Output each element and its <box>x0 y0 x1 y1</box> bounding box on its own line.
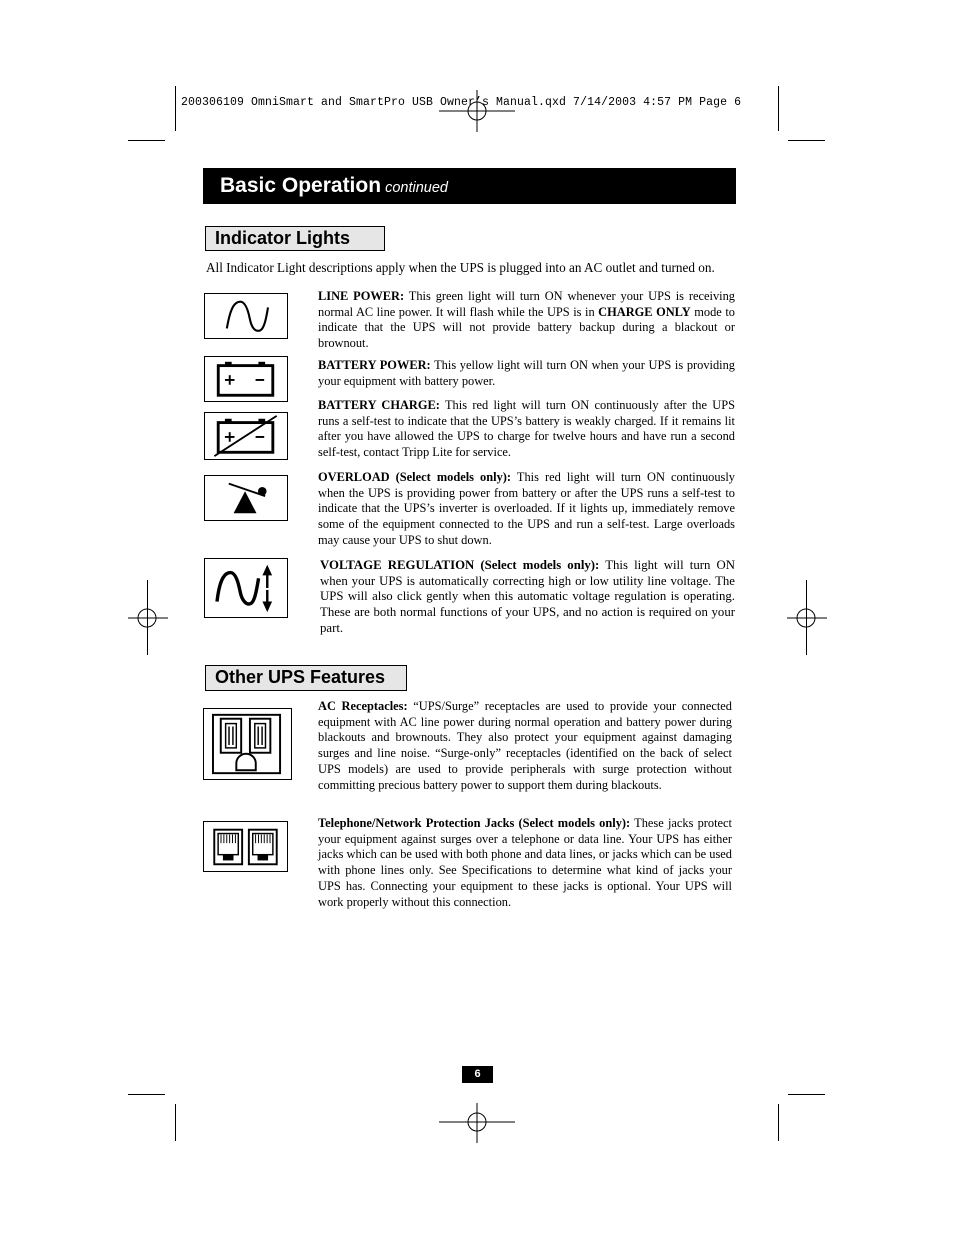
item-label: BATTERY CHARGE: <box>318 398 440 412</box>
intro-text: All Indicator Light descriptions apply when the UPS is plugged into an AC outlet and turned on. <box>206 260 715 275</box>
crop-mark <box>788 1094 825 1095</box>
section-heading-other-ups-features <box>205 665 407 691</box>
item-label: LINE POWER: <box>318 289 405 303</box>
item-label: VOLTAGE REGULATION (Select models only): <box>320 558 600 572</box>
crop-mark <box>175 86 176 131</box>
item-text: This red light will turn ON continuously after the UPS runs a self-test to indicate that the UPS’s battery is weakly charged. If it remains lit after you have allowed the UPS to charge for twelve hours and have run a second self-test, contact Tripp Lite for service. <box>318 398 735 460</box>
item-text: These jacks protect your equipment against surges over a telephone or data line. Your UPS has either jacks which can be used with both phone and data lines, or jacks which can be used with phone lines only. See Specifications to determine what kind of jacks your UPS has. Connecting your equipment to these jacks is optional. Your UPS will work properly without this connection. <box>318 816 733 909</box>
item-text: “UPS/Surge” receptacles are used to provide your connected equipment with AC line power during normal operation and battery power during blackouts and brownouts. They also protect your equipment against damaging surges and line noise. “Surge-only” receptacles (identified on the back of select UPS models) are used to provide peripherals with surge protection without committing precious battery power to support them during blackouts. <box>318 699 733 792</box>
section-heading-text: Indicator Lights <box>215 228 350 248</box>
crop-mark <box>788 140 825 141</box>
indicator-overload <box>318 470 735 549</box>
page-number: 6 <box>462 1066 493 1083</box>
battery-icon <box>204 356 288 402</box>
feature-telephone-jacks <box>318 816 732 910</box>
ac-outlet-icon <box>203 708 292 780</box>
item-label: AC Receptacles: <box>318 699 408 713</box>
indicator-battery-charge <box>318 398 735 461</box>
page-title: Basic Operation <box>220 174 382 197</box>
crop-mark <box>175 1104 176 1141</box>
indicator-voltage-regulation <box>320 558 735 637</box>
feature-ac-receptacles <box>318 699 732 793</box>
phone-jacks-icon <box>203 821 288 872</box>
item-text: This red light will turn ON continuously when the UPS is providing power from battery or after the UPS runs a self-test to indicate that the UPS’s inverter is overloaded. If it lights up, immediately remove some of the equipment connected to the UPS and run a self-test. Large overloads may cause your UPS to shut down. <box>318 470 735 547</box>
page-title-continued: continued <box>385 180 448 196</box>
page-header-bar <box>203 168 736 204</box>
crop-mark <box>778 1104 779 1141</box>
seesaw-overload-icon <box>204 475 288 521</box>
item-text: mode to indicate that the UPS will not provide battery backup during a blackout or brownout. <box>318 304 735 351</box>
print-slug: 200306109 OmniSmart and SmartPro USB Owner’s Manual.qxd 7/14/2003 4:57 PM Page 6 <box>181 96 742 109</box>
item-label: BATTERY POWER: <box>318 358 431 372</box>
item-label: Telephone/Network Protection Jacks (Select models only): <box>318 816 631 830</box>
section-heading-indicator-lights <box>205 226 385 251</box>
item-emphasis: CHARGE ONLY <box>598 304 691 319</box>
crop-mark <box>128 140 165 141</box>
registration-mark-icon <box>787 599 827 637</box>
registration-mark-icon <box>128 599 168 637</box>
crop-mark <box>128 1094 165 1095</box>
indicator-battery-power <box>318 358 735 389</box>
item-text: This light will turn ON when your UPS is automatically correcting high or low utility line voltage. The UPS will also click gently when this automatic voltage regulation is operating. These are both normal functions of your UPS, and no action is required on your part. <box>320 558 736 635</box>
registration-mark-icon <box>439 1103 515 1143</box>
item-text: This yellow light will turn ON when your UPS is providing your equipment with battery power. <box>318 358 735 388</box>
section-heading-text: Other UPS Features <box>215 667 386 687</box>
crop-mark <box>778 86 779 131</box>
indicator-line-power <box>318 289 735 352</box>
item-text: This green light will turn ON whenever your UPS is receiving normal AC line power. It will flash while the UPS is in <box>318 289 735 319</box>
sine-wave-icon <box>204 293 288 339</box>
battery-crossed-icon <box>204 412 288 460</box>
sine-arrows-icon <box>204 558 288 618</box>
item-label: OVERLOAD (Select models only): <box>318 470 512 484</box>
